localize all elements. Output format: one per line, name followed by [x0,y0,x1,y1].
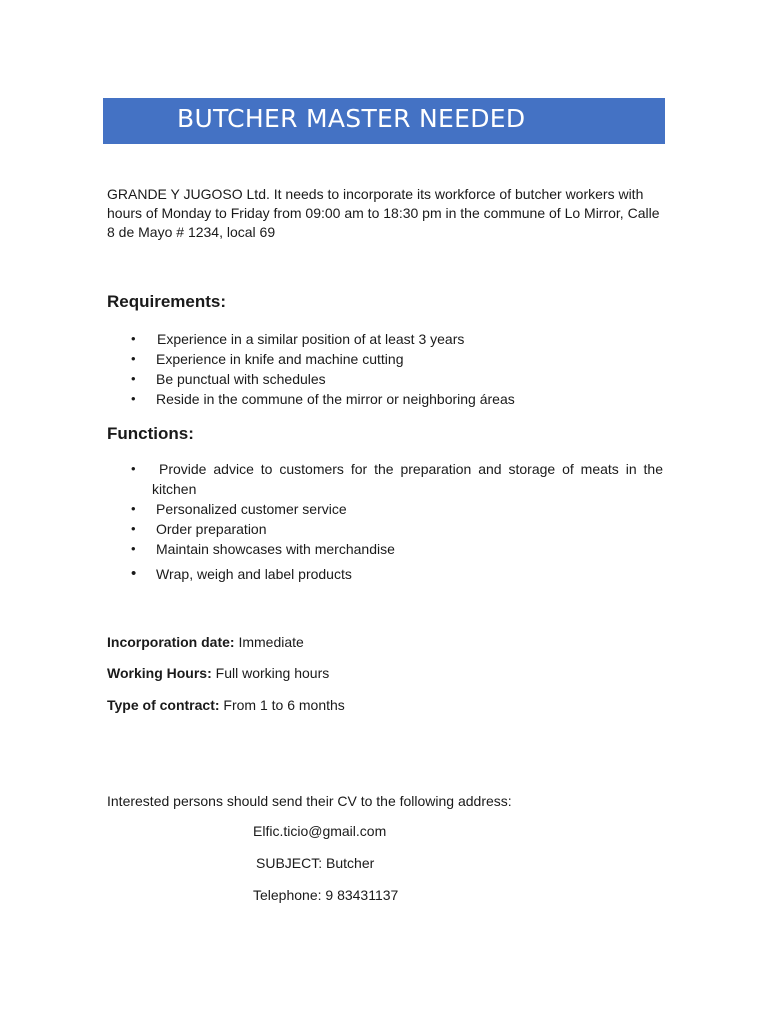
list-item [107,564,663,584]
working-hours-label: Working Hours: [107,665,212,681]
intro-paragraph: GRANDE Y JUGOSO Ltd. It needs to incorporate its workforce of butcher workers with hours of Monday to Friday from 09:00 am to 18:30 pm in the commune of Lo Mirror, Calle 8 de Mayo # 1234, local 69 [107,186,660,240]
working-hours-value: Full working hours [215,665,330,681]
requirement-text: Experience in a similar position of at least 3 years [157,331,465,347]
list-item [107,369,663,389]
list-item [107,499,663,519]
contract-type-value: From 1 to 6 months [223,697,345,713]
requirement-text: Be punctual with schedules [156,371,326,387]
requirement-text: Reside in the commune of the mirror or neighboring áreas [156,391,515,407]
title-banner [103,98,665,144]
contract-type [107,697,345,713]
function-text: Wrap, weigh and label products [156,566,352,582]
function-text-continued: kitchen [152,481,197,497]
bullet-icon: • [131,541,136,556]
bullet-icon: • [131,391,136,406]
requirements-heading: Requirements: [107,292,227,311]
contact-intro: Interested persons should send their CV to the following address: [107,793,512,809]
bullet-icon: • [131,501,136,516]
incorporation-date [107,634,304,650]
requirements-list [107,329,663,409]
function-text: Personalized customer service [156,501,347,517]
functions-list [107,459,663,584]
bullet-icon: • [131,521,136,536]
list-item [107,459,663,499]
contract-type-label: Type of contract: [107,697,220,713]
list-item [107,519,663,539]
list-item [107,389,663,409]
list-item [107,539,663,559]
bullet-icon: • [131,351,136,366]
bullet-icon: • [131,371,136,386]
contact-subject: SUBJECT: Butcher [256,855,375,871]
contact-telephone: Telephone: 9 83431137 [253,887,399,903]
page-title: BUTCHER MASTER NEEDED [177,104,526,133]
functions-heading: Functions: [107,424,194,443]
function-text: Maintain showcases with merchandise [156,541,395,557]
function-text: Order preparation [156,521,267,537]
bullet-icon: • [131,331,136,346]
list-item [107,329,663,349]
working-hours [107,665,329,681]
function-text: Provide advice to customers for the preparation and storage of meats in the [159,461,663,477]
incorporation-label: Incorporation date: [107,634,235,650]
incorporation-value: Immediate [238,634,304,650]
list-item [107,349,663,369]
bullet-icon: • [131,565,137,582]
contact-email: Elfic.ticio@gmail.com [253,823,387,839]
bullet-icon: • [131,461,136,476]
requirement-text: Experience in knife and machine cutting [156,351,404,367]
